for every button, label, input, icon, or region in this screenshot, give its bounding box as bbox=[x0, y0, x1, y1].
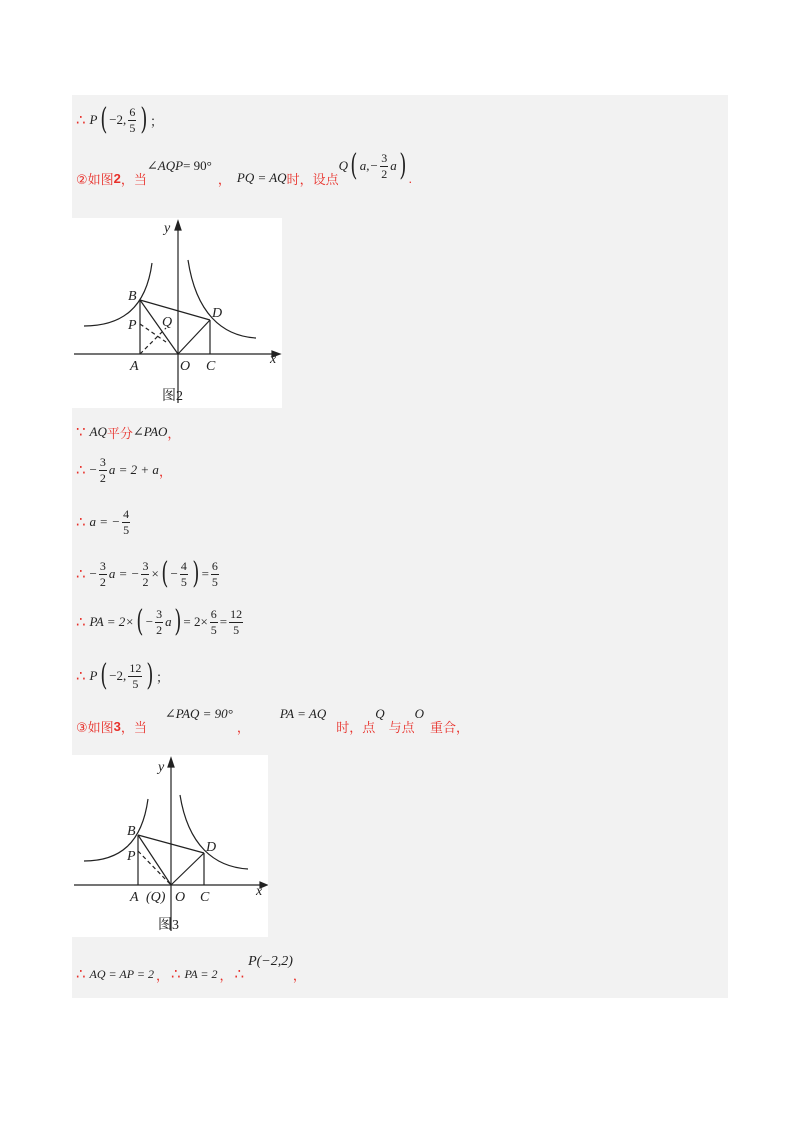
point-p: P bbox=[89, 112, 98, 127]
label-p: P bbox=[127, 849, 136, 864]
line-p-result-2: ∴ P ( −2, $\frac{12}{5}$ ) ； bbox=[76, 658, 170, 693]
label-q: Q bbox=[162, 315, 173, 330]
y-axis-arrow-icon bbox=[175, 221, 181, 230]
figure-3-caption: 图3 bbox=[158, 918, 179, 933]
hyperbola-right bbox=[180, 795, 248, 869]
line-case-2: ②如图 2 ，当 ∠AQP = 90° ， PQ = AQ 时，设点 Q ( a,− $\frac{3}{2}$ a ) . bbox=[76, 148, 413, 187]
label-o: O bbox=[175, 890, 186, 905]
figure-2-graph bbox=[72, 218, 282, 408]
label-x: x bbox=[270, 352, 277, 367]
figure-3-graph bbox=[72, 755, 268, 937]
figure-2-caption: 图2 bbox=[162, 389, 183, 404]
label-a: A bbox=[130, 359, 139, 374]
hyperbola-left bbox=[84, 263, 152, 326]
case-2-lead: ②如图 bbox=[76, 171, 114, 187]
line-final: ∴ AQ = AP = 2 ， ∴ PA = 2 ， ∴ P(−2,2) ， bbox=[76, 954, 306, 983]
label-b: B bbox=[127, 824, 136, 839]
label-x: x bbox=[256, 884, 263, 899]
hyperbola-right bbox=[188, 260, 256, 338]
line-case-3: ③如图 3 ，当 ∠PAQ = 90° ， PA = AQ 时，点 Q 与点 O 重合， bbox=[76, 706, 470, 735]
angle-paq: ∠PAQ = 90° bbox=[164, 706, 233, 721]
figure-3 bbox=[72, 755, 268, 937]
label-y: y bbox=[164, 221, 171, 236]
label-p: P bbox=[128, 318, 137, 333]
line-equation-a: ∴ − $\frac{3}{2}$ a = 2 + a ， bbox=[76, 454, 172, 485]
line-a-value: ∴ a = − $\frac{4}{5}$ bbox=[76, 506, 130, 537]
because-symbol: ∵ bbox=[76, 423, 86, 441]
y-axis-arrow-icon bbox=[168, 758, 174, 767]
label-c: C bbox=[200, 890, 210, 905]
label-c: C bbox=[206, 359, 216, 374]
point-q-expr: Q ( a,− $\frac{3}{2}$ a ) bbox=[338, 148, 407, 183]
label-o: O bbox=[180, 359, 191, 374]
eq-pa-aq: PA = AQ bbox=[279, 706, 327, 721]
label-d: D bbox=[206, 840, 217, 855]
label-b: B bbox=[128, 289, 137, 304]
line-compute-ordinate: ∴ − $\frac{3}{2}$ a = − $\frac{3}{2}$ × ( − $\frac{4}{5}$ ) = $\frac{6}{5}$ bbox=[76, 556, 218, 591]
line-pa: ∴ PA = 2× ( − $\frac{3}{2}$ a ) = 2× $\frac{6}{5}$ = $\frac{12}{5}$ bbox=[76, 604, 243, 639]
fraction: $\frac{6}{5}$ bbox=[129, 104, 136, 135]
coord-x: −2, bbox=[109, 112, 127, 127]
label-a: A bbox=[130, 890, 139, 905]
line-bisect: ∵ AQ 平分 ∠PAO ， bbox=[76, 423, 181, 441]
line-p-result-1: ∴ P ( −2, $\frac{6}{5}$ ) ； bbox=[76, 102, 164, 137]
figure-2 bbox=[72, 218, 282, 408]
label-d: D bbox=[212, 306, 223, 321]
therefore-symbol: ∴ bbox=[76, 111, 86, 129]
angle-aqp: ∠AQP bbox=[146, 158, 184, 173]
eq-pq-aq: PQ = AQ bbox=[236, 170, 287, 185]
label-q: (Q) bbox=[146, 890, 166, 905]
label-y: y bbox=[158, 760, 165, 775]
